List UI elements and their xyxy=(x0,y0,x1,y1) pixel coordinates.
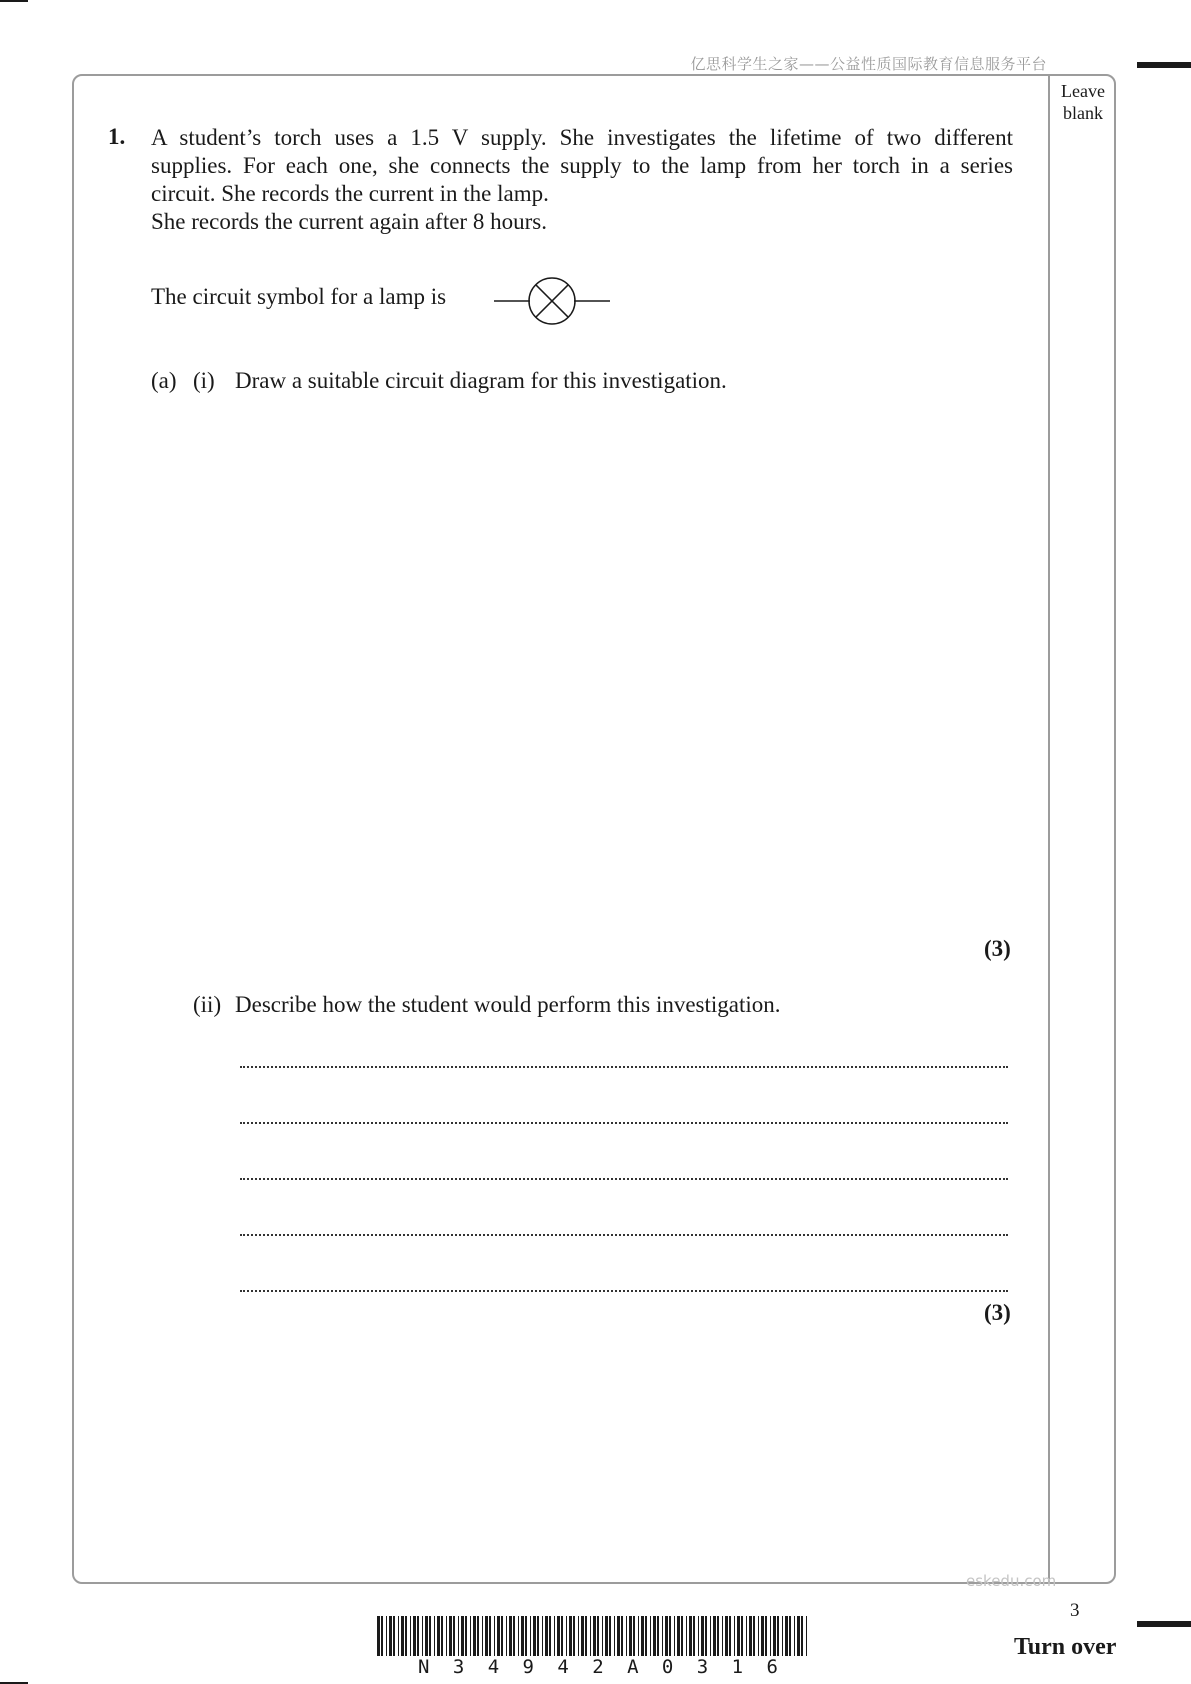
barcode-bar xyxy=(441,1616,443,1656)
barcode-bar xyxy=(453,1616,455,1656)
barcode-bar xyxy=(437,1616,440,1656)
barcode-bar xyxy=(425,1616,428,1656)
part-ii-label: (ii) xyxy=(193,992,222,1017)
barcode-bar xyxy=(794,1616,795,1656)
barcode-bar xyxy=(417,1616,419,1656)
circuit-drawing-area[interactable] xyxy=(151,410,1013,930)
barcode-bar xyxy=(494,1616,495,1656)
intro-line: A student’s torch uses a 1.5 V supply. She investigates the lifetime of two different xyxy=(151,125,1013,150)
intro-line: She records the current again after 8 hours. xyxy=(151,209,547,234)
barcode-bar xyxy=(734,1616,735,1656)
barcode-bar xyxy=(710,1616,711,1656)
barcode-bar xyxy=(653,1616,656,1656)
barcode-char: 9 xyxy=(522,1656,534,1678)
barcode-bar xyxy=(638,1616,639,1656)
barcode-bar xyxy=(449,1616,452,1656)
barcode-bar xyxy=(746,1616,747,1656)
leave-blank-margin-line xyxy=(1048,76,1050,1582)
barcode-bar xyxy=(458,1616,459,1656)
barcode-bar xyxy=(701,1616,704,1656)
barcode-bar xyxy=(770,1616,771,1656)
barcode-bar xyxy=(557,1616,560,1656)
barcode-char: 6 xyxy=(766,1656,778,1678)
barcode-bar xyxy=(665,1616,668,1656)
barcode-bar xyxy=(806,1616,807,1656)
watermark-text: eskedu.com xyxy=(966,1572,1057,1590)
answer-line[interactable] xyxy=(240,1234,1008,1236)
barcode-bar xyxy=(545,1616,548,1656)
barcode-bar xyxy=(705,1616,707,1656)
barcode-bar xyxy=(482,1616,483,1656)
answer-line[interactable] xyxy=(240,1290,1008,1292)
barcode-bar xyxy=(722,1616,723,1656)
barcode-bar xyxy=(737,1616,740,1656)
barcode-bar xyxy=(729,1616,731,1656)
barcode-char: 3 xyxy=(452,1656,465,1678)
barcode-char: A xyxy=(627,1656,639,1678)
barcode-bar xyxy=(782,1616,783,1656)
part-i-text: Draw a suitable circuit diagram for this investigation. xyxy=(235,368,727,393)
barcode-bar xyxy=(398,1616,399,1656)
answer-line[interactable] xyxy=(240,1066,1008,1068)
barcode-bar xyxy=(422,1616,423,1656)
barcode-bar xyxy=(777,1616,779,1656)
barcode-bar xyxy=(773,1616,776,1656)
barcode-char: 1 xyxy=(731,1656,744,1678)
barcode-bar xyxy=(389,1616,392,1656)
intro-line: circuit. She records the current in the lamp. xyxy=(151,181,549,206)
barcode-bar xyxy=(377,1616,380,1656)
barcode-bar xyxy=(525,1616,527,1656)
barcode-bar xyxy=(501,1616,503,1656)
header-site-text: 亿思科学生之家——公益性质国际教育信息服务平台 xyxy=(690,55,1047,73)
barcode-icon xyxy=(377,1616,811,1656)
barcode-bar xyxy=(473,1616,476,1656)
barcode-bar xyxy=(689,1616,692,1656)
lamp-symbol-caption: The circuit symbol for a lamp is xyxy=(151,284,447,309)
barcode-bar xyxy=(657,1616,659,1656)
barcode-bar xyxy=(597,1616,599,1656)
barcode-char: 0 xyxy=(661,1656,674,1678)
top-right-edge-mark xyxy=(1137,62,1191,68)
barcode-bar xyxy=(693,1616,695,1656)
barcode-bar xyxy=(518,1616,519,1656)
barcode-bar xyxy=(662,1616,663,1656)
barcode-bar xyxy=(506,1616,507,1656)
barcode-bar xyxy=(446,1616,447,1656)
barcode-bar xyxy=(758,1616,759,1656)
barcode-bar xyxy=(581,1616,584,1656)
barcode-bar xyxy=(497,1616,500,1656)
barcode-bar xyxy=(401,1616,404,1656)
barcode-number xyxy=(418,1656,778,1678)
question-number: 1. xyxy=(108,124,126,149)
barcode-bar xyxy=(681,1616,683,1656)
barcode-bar xyxy=(386,1616,387,1656)
barcode-bar xyxy=(585,1616,587,1656)
part-ii-prompt xyxy=(193,992,781,1018)
barcode-bar xyxy=(713,1616,716,1656)
barcode-bar xyxy=(629,1616,632,1656)
barcode-bar xyxy=(381,1616,383,1656)
barcode-char: 4 xyxy=(487,1656,500,1678)
barcode-bar xyxy=(542,1616,543,1656)
barcode-bar xyxy=(645,1616,647,1656)
turn-over-label: Turn over xyxy=(1014,1634,1117,1660)
barcode-bar xyxy=(485,1616,488,1656)
barcode-char: 2 xyxy=(592,1656,604,1678)
barcode-bar xyxy=(410,1616,411,1656)
page-number: 3 xyxy=(1070,1600,1080,1621)
barcode-bar xyxy=(465,1616,467,1656)
barcode-bar xyxy=(650,1616,651,1656)
barcode-bar xyxy=(789,1616,791,1656)
barcode-bar xyxy=(393,1616,395,1656)
barcode-bar xyxy=(617,1616,620,1656)
barcode-bar xyxy=(761,1616,764,1656)
part-ii-marks: (3) xyxy=(984,1300,1011,1325)
barcode-bar xyxy=(674,1616,675,1656)
barcode-bar xyxy=(470,1616,471,1656)
barcode-bar xyxy=(566,1616,567,1656)
barcode-bar xyxy=(753,1616,755,1656)
barcode-bar xyxy=(513,1616,515,1656)
part-a-label: (a) xyxy=(151,368,177,393)
answer-line[interactable] xyxy=(240,1122,1008,1124)
barcode-bar xyxy=(677,1616,680,1656)
barcode-bar xyxy=(801,1616,803,1656)
barcode-bar xyxy=(549,1616,551,1656)
bottom-right-edge-mark xyxy=(1137,1621,1191,1627)
barcode-bar xyxy=(554,1616,555,1656)
barcode-bar xyxy=(785,1616,788,1656)
barcode-bar xyxy=(537,1616,539,1656)
barcode-bar xyxy=(569,1616,572,1656)
barcode-bar xyxy=(633,1616,635,1656)
barcode-bar xyxy=(765,1616,767,1656)
barcode-bar xyxy=(429,1616,431,1656)
barcode-bar xyxy=(717,1616,719,1656)
barcode-bar xyxy=(521,1616,524,1656)
barcode-bar xyxy=(578,1616,579,1656)
part-ii-text: Describe how the student would perform this investigation. xyxy=(235,992,781,1017)
barcode-char: 4 xyxy=(557,1656,569,1678)
lamp-symbol-icon xyxy=(492,276,612,326)
barcode-bar xyxy=(533,1616,536,1656)
part-i-label: (i) xyxy=(193,368,215,393)
barcode-bar xyxy=(593,1616,596,1656)
top-left-edge-mark xyxy=(0,0,28,2)
barcode-bar xyxy=(698,1616,699,1656)
barcode-bar xyxy=(609,1616,611,1656)
barcode-bar xyxy=(614,1616,615,1656)
barcode-bar xyxy=(489,1616,491,1656)
answer-line[interactable] xyxy=(240,1178,1008,1180)
barcode-bar xyxy=(797,1616,800,1656)
barcode-bar xyxy=(725,1616,728,1656)
barcode-bar xyxy=(461,1616,464,1656)
barcode-bar xyxy=(641,1616,644,1656)
barcode-bar xyxy=(626,1616,627,1656)
part-i-marks: (3) xyxy=(984,936,1011,961)
barcode-bar xyxy=(561,1616,563,1656)
barcode-bar xyxy=(413,1616,416,1656)
leave-blank-label: Leave blank xyxy=(1061,81,1105,123)
barcode-bar xyxy=(602,1616,603,1656)
barcode-bar xyxy=(405,1616,407,1656)
barcode-bar xyxy=(669,1616,671,1656)
barcode-char: N xyxy=(418,1656,430,1678)
barcode-bar xyxy=(749,1616,752,1656)
barcode-bar xyxy=(434,1616,435,1656)
barcode-bar xyxy=(573,1616,575,1656)
barcode-bar xyxy=(741,1616,743,1656)
barcode-bar xyxy=(509,1616,512,1656)
question-intro xyxy=(151,124,1013,236)
barcode-bar xyxy=(477,1616,479,1656)
intro-line: supplies. For each one, she connects the supply to the lamp from her torch in a series xyxy=(151,153,1013,178)
barcode-bar xyxy=(686,1616,687,1656)
barcode-bar xyxy=(605,1616,608,1656)
barcode-bar xyxy=(590,1616,591,1656)
barcode-char: 3 xyxy=(696,1656,709,1678)
barcode-bar xyxy=(530,1616,531,1656)
barcode-bar xyxy=(621,1616,623,1656)
